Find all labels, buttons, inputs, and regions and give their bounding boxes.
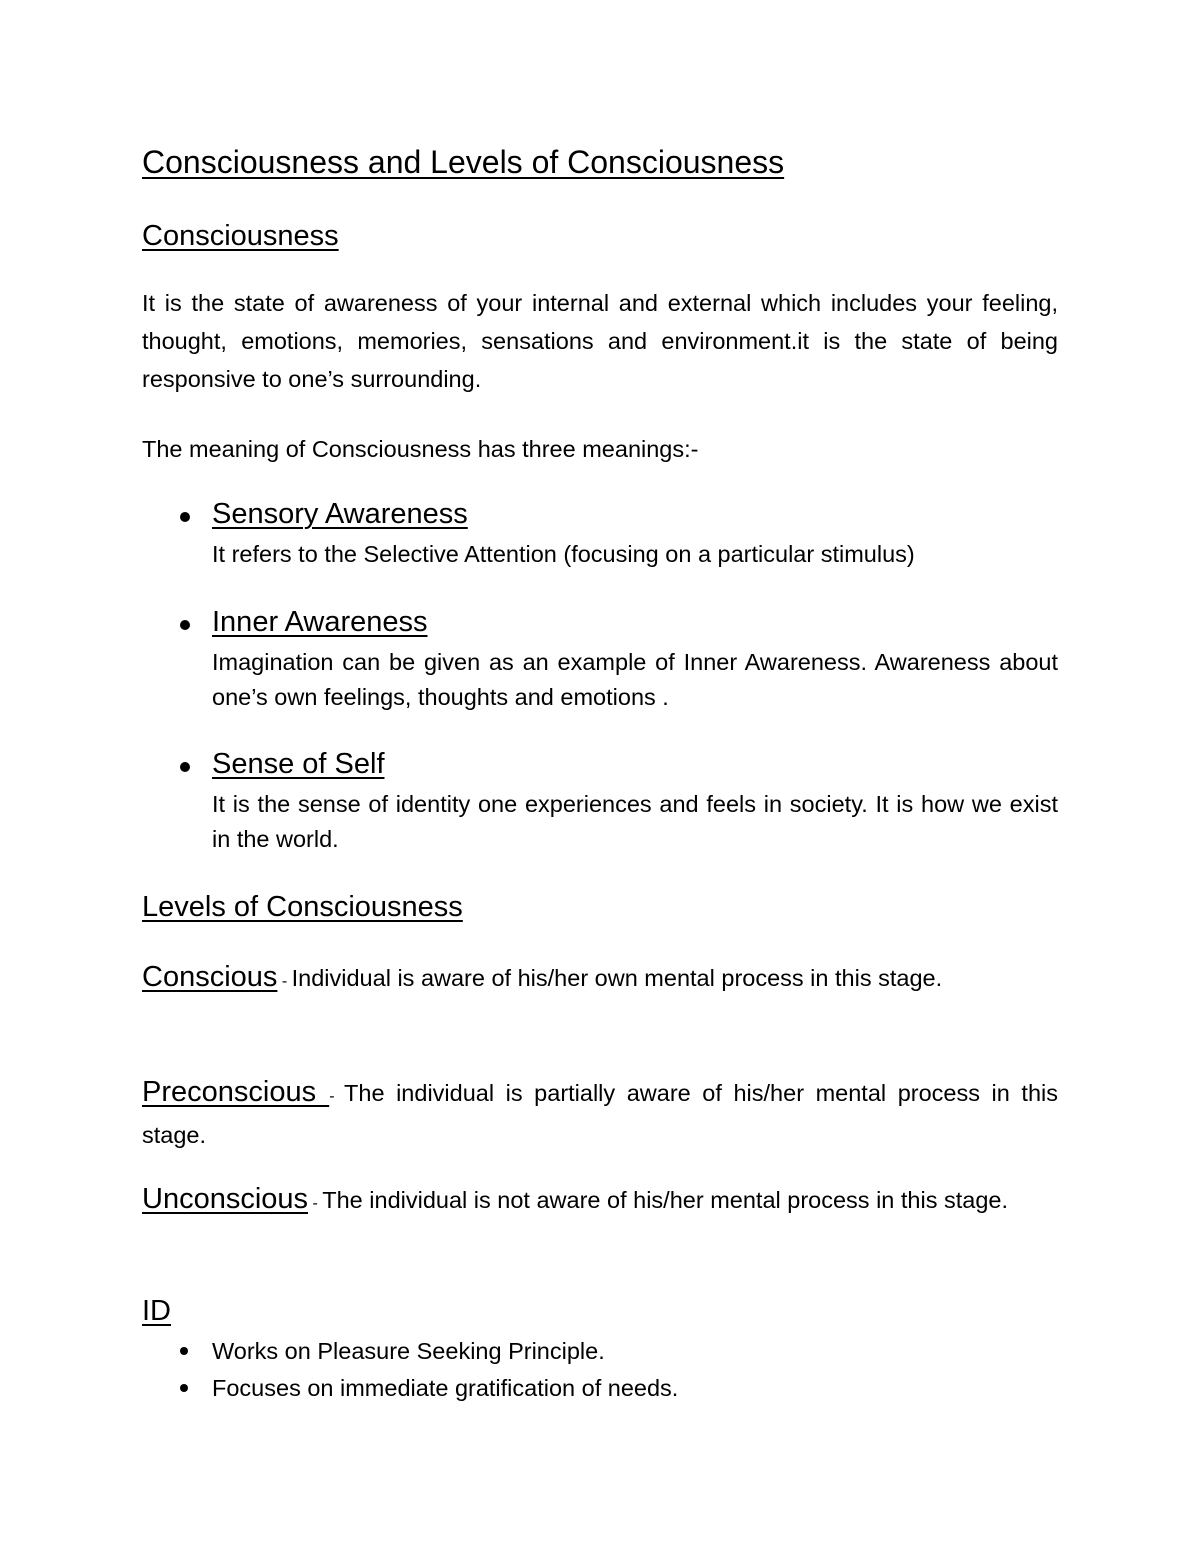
- level-text-conscious: Individual is aware of his/her own mental process in this stage.: [291, 965, 943, 991]
- levels-heading: Levels of Consciousness: [142, 891, 463, 923]
- level-dash: -: [308, 1195, 323, 1212]
- level-preconscious: [142, 1073, 1058, 1154]
- bullet-icon: [180, 620, 190, 630]
- meaning-text-sense-of-self: It is the sense of identity one experiences and feels in society. It is how we exist in the world.: [212, 791, 1058, 852]
- meaning-heading-sensory-awareness: Sensory Awareness: [212, 498, 468, 530]
- bullet-icon: [180, 1347, 188, 1355]
- meaning-heading-sense-of-self: Sense of Self: [212, 748, 385, 780]
- level-text-unconscious: The individual is not aware of his/her mental process in this stage.: [322, 1187, 1009, 1213]
- level-conscious: [142, 958, 1058, 1001]
- id-item-2: Focuses on immediate gratification of needs.: [212, 1375, 679, 1401]
- level-term-unconscious: Unconscious: [142, 1183, 309, 1215]
- meaning-text-inner-awareness: Imagination can be given as an example of Inner Awareness. Awareness about one’s own feelings, thoughts and emotions .: [212, 649, 1058, 710]
- meaning-heading-inner-awareness: Inner Awareness: [212, 606, 428, 638]
- meanings-intro: The meaning of Consciousness has three meanings:-: [142, 436, 699, 462]
- document-title: Consciousness and Levels of Consciousness: [142, 144, 785, 180]
- id-item-1: Works on Pleasure Seeking Principle.: [212, 1338, 605, 1364]
- meaning-text-sensory-awareness: It refers to the Selective Attention (focusing on a particular stimulus): [212, 541, 915, 567]
- level-term-preconscious: Preconscious: [142, 1076, 330, 1108]
- level-term-conscious: Conscious: [142, 961, 278, 993]
- bullet-icon: [180, 1384, 188, 1392]
- consciousness-paragraph: It is the state of awareness of your internal and external which includes your feeling, thought, emotions, memories, sensations and environment.it is the state of being responsive to one’s surrounding.: [142, 290, 1058, 392]
- id-heading: ID: [142, 1295, 171, 1327]
- consciousness-heading: Consciousness: [142, 220, 339, 252]
- level-unconscious: [142, 1180, 1058, 1223]
- bullet-icon: [180, 762, 190, 772]
- bullet-icon: [180, 512, 190, 522]
- level-dash: -: [277, 973, 292, 990]
- level-dash: -: [329, 1088, 345, 1105]
- level-text-preconscious: The individual is partially aware of his/her mental process in this stage.: [142, 1080, 1058, 1148]
